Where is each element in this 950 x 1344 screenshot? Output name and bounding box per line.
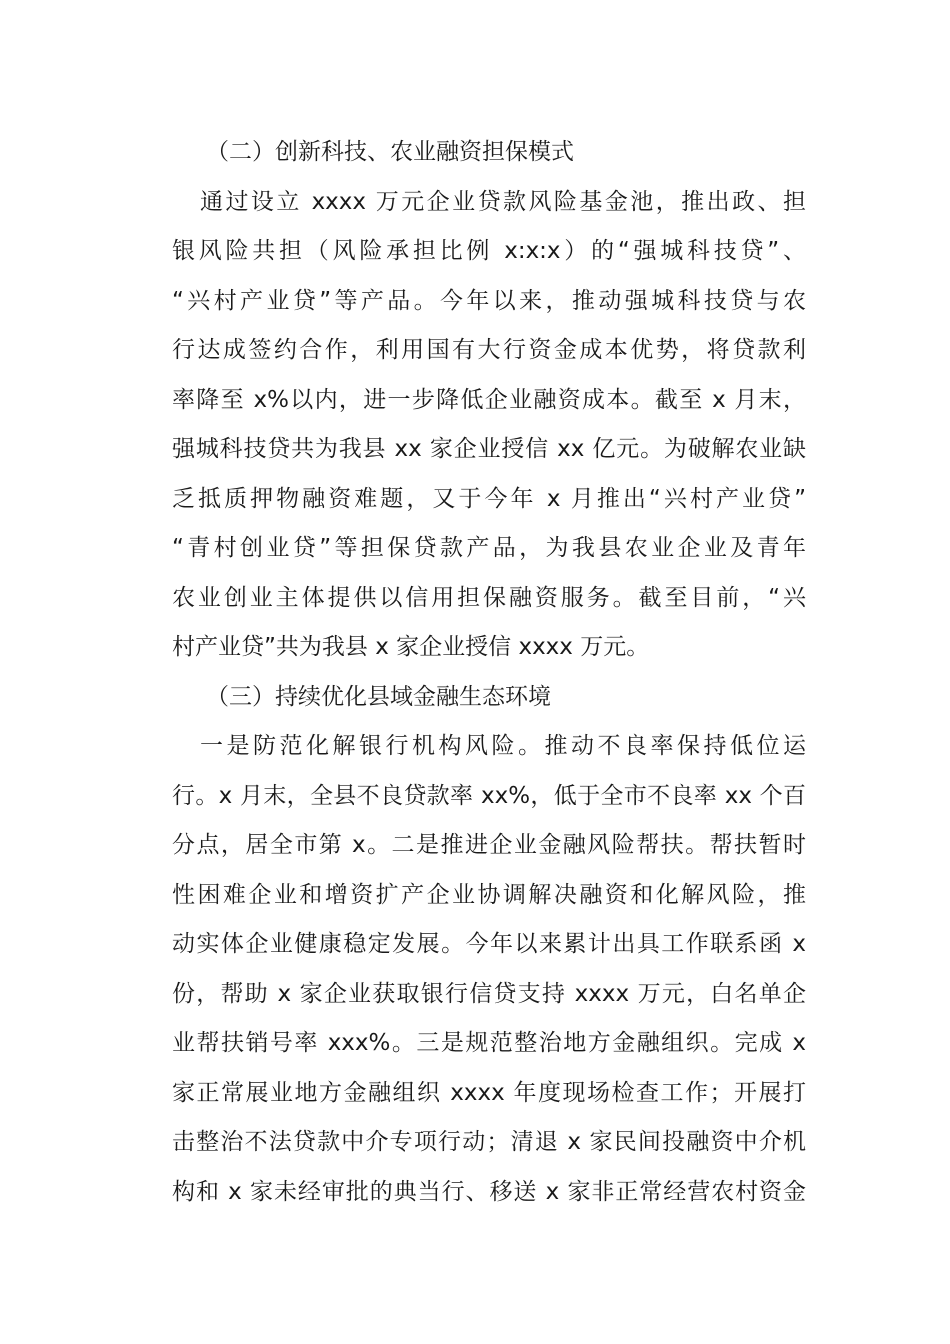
paragraph-line: 行达成签约合作，利用国有大行资金成本优势，将贷款利 bbox=[172, 337, 806, 363]
paragraph-line: 乏抵质押物融资难题，又于今年 x 月推出“兴村产业贷” bbox=[172, 485, 806, 512]
paragraph-line: “兴村产业贷”等产品。今年以来，推动强城科技贷与农 bbox=[172, 287, 806, 314]
paragraph-line: 一是防范化解银行机构风险。推动不良率保持低位运 bbox=[200, 733, 806, 759]
paragraph-line: 强城科技贷共为我县 xx 家企业授信 xx 亿元。为破解农业缺 bbox=[172, 436, 806, 462]
paragraph-line: 份，帮助 x 家企业获取银行信贷支持 xxxx 万元，白名单企 bbox=[172, 980, 806, 1007]
paragraph-line: 性困难企业和增资扩产企业协调解决融资和化解风险，推 bbox=[172, 881, 806, 908]
paragraph-line: 家正常展业地方金融组织 xxxx 年度现场检查工作；开展打 bbox=[172, 1079, 806, 1106]
paragraph-line: 村产业贷”共为我县 x 家企业授信 xxxx 万元。 bbox=[172, 634, 650, 660]
paragraph-line: 业帮扶销号率 xxx%。三是规范整治地方金融组织。完成 x bbox=[172, 1030, 806, 1056]
paragraph-line: 农业创业主体提供以信用担保融资服务。截至目前，“兴 bbox=[172, 584, 806, 611]
paragraph-line: 率降至 x%以内，进一步降低企业融资成本。截至 x 月末， bbox=[172, 386, 806, 413]
paragraph-line: 银风险共担（风险承担比例 x:x:x）的“强城科技贷”、 bbox=[172, 238, 806, 264]
paragraph-line: 行。x 月末，全县不良贷款率 xx%，低于全市不良率 xx 个百 bbox=[172, 782, 806, 809]
section-heading: （二）创新科技、农业融资担保模式 bbox=[206, 139, 574, 165]
document-page bbox=[172, 128, 806, 1217]
paragraph-line: 击整治不法贷款中介专项行动；清退 x 家民间投融资中介机 bbox=[172, 1129, 806, 1155]
paragraph-line: 动实体企业健康稳定发展。今年以来累计出具工作联系函 x bbox=[172, 931, 806, 957]
paragraph-line: 构和 x 家未经审批的典当行、移送 x 家非正常经营农村资金 bbox=[172, 1178, 806, 1205]
section-heading: （三）持续优化县域金融生态环境 bbox=[206, 683, 551, 710]
paragraph-line: “青村创业贷”等担保贷款产品，为我县农业企业及青年 bbox=[172, 535, 806, 561]
paragraph-line: 分点，居全市第 x。二是推进企业金融风险帮扶。帮扶暂时 bbox=[172, 832, 806, 858]
paragraph-line: 通过设立 xxxx 万元企业贷款风险基金池，推出政、担 bbox=[200, 188, 806, 215]
